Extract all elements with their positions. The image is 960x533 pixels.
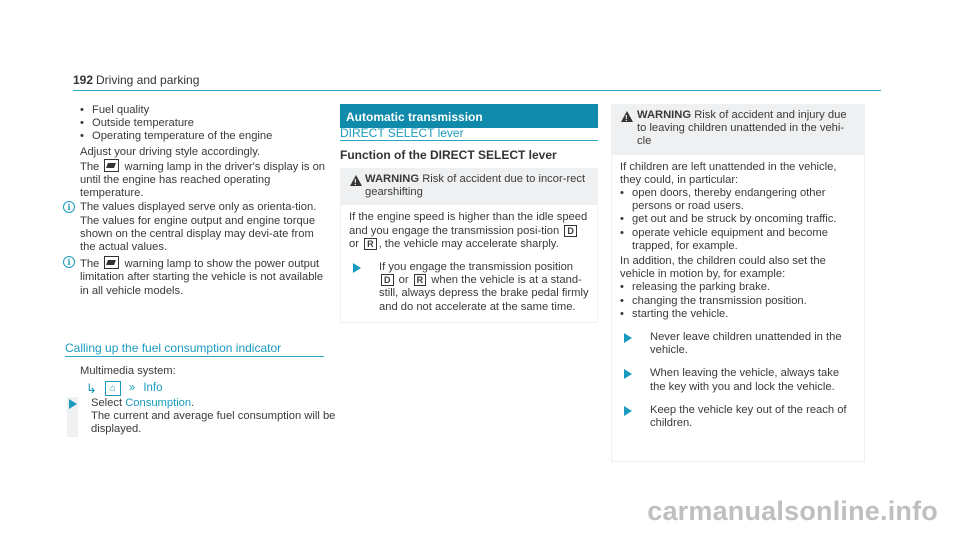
gear-r-icon: R bbox=[414, 274, 427, 286]
stand-still-step: If you engage the transmission position D or R when the vehicle is at a stand-still, always depress the brake pedal firmly and do not accelerate at the same time. bbox=[349, 261, 589, 314]
warning-triangle-icon bbox=[621, 111, 633, 122]
list-item: • get out and be struck by oncoming traffic. bbox=[620, 213, 856, 226]
subsection-rule bbox=[340, 140, 598, 141]
section-bar-title: Automatic transmission bbox=[340, 104, 598, 128]
section-title: Calling up the fuel consumption indicator bbox=[65, 341, 282, 355]
info-menu-link[interactable]: Info bbox=[143, 382, 163, 395]
gear-d-icon: D bbox=[564, 225, 577, 237]
action-arrow-icon bbox=[624, 406, 632, 416]
list-item: • operate vehicle equipment and become trapped, for example. bbox=[620, 227, 856, 253]
warning-triangle-icon bbox=[350, 175, 362, 186]
list-item: • Operating temperature of the engine bbox=[80, 130, 325, 143]
list-item: • starting the vehicle. bbox=[620, 308, 856, 321]
multimedia-path: Multimedia system: ↳ ⌂ » Info bbox=[80, 365, 176, 397]
select-consumption-step: Select Consumption. The current and average fuel consumption will be displayed. bbox=[67, 397, 349, 437]
info-note-1: i The values displayed serve only as orienta-tion. The values for engine output and engine torque shown on the central display may devi-ate from the actual values. bbox=[63, 201, 325, 254]
list-item: • Outside temperature bbox=[80, 117, 325, 130]
conditions-list bbox=[80, 104, 325, 144]
info-icon: i bbox=[63, 256, 75, 268]
header-rule bbox=[73, 90, 881, 91]
risks-list bbox=[620, 187, 856, 253]
page-title: Driving and parking bbox=[96, 73, 200, 87]
info-note-2: i The warning lamp to show the power output limitation after starting the vehicle is not available in all vehicle models. bbox=[63, 256, 325, 298]
list-item: • changing the transmission position. bbox=[620, 295, 856, 308]
action-step: When leaving the vehicle, always take the key with you and lock the vehicle. bbox=[620, 367, 856, 393]
gear-d-icon: D bbox=[381, 274, 394, 286]
watermark: carmanualsonline.info bbox=[647, 496, 938, 526]
action-arrow-icon bbox=[624, 333, 632, 343]
list-item: • releasing the parking brake. bbox=[620, 281, 856, 294]
consumption-link[interactable]: Consumption bbox=[125, 397, 192, 409]
action-arrow-icon bbox=[353, 263, 361, 273]
list-item: • open doors, thereby endangering other persons or road users. bbox=[620, 187, 856, 213]
home-icon[interactable]: ⌂ bbox=[105, 381, 121, 396]
motion-list bbox=[620, 281, 856, 321]
path-arrow-icon: ↳ bbox=[86, 381, 97, 397]
action-step: Never leave children unattended in the vehicle. bbox=[620, 331, 856, 357]
list-item: • Fuel quality bbox=[80, 104, 325, 117]
subsection-title: DIRECT SELECT lever bbox=[340, 126, 464, 140]
page-number: 192 bbox=[73, 73, 94, 87]
column-1 bbox=[67, 104, 326, 298]
chevron-right-icon: » bbox=[128, 382, 136, 395]
adjust-paragraph: Adjust your driving style accordingly. The warning lamp in the driver's display is on until the engine has reached operating temperature. bbox=[80, 145, 326, 200]
power-limit-warning-icon bbox=[104, 256, 119, 269]
warning-box-gearshift: ! WARNING Risk of accident due to incor-rect gearshifting If the engine speed is higher than the idle speed and you engage the transmission posi-tion D or R , the vehicle may accelerate sharply. If you engage the transmission position D or R when the vehicle is at a stand-still, always depress the brake pedal firmly and do not accelerate at the same time. bbox=[340, 168, 598, 323]
action-step: Keep the vehicle key out of the reach of children. bbox=[620, 404, 856, 430]
gear-r-icon: R bbox=[364, 238, 377, 250]
section-rule bbox=[65, 356, 324, 357]
action-arrow-icon bbox=[69, 399, 77, 409]
warning-box-children: ! WARNING Risk of accident and injury due to leaving children unattended in the vehi-cle If children are left unattended in the vehicle, they could, in particular: • open doors, thereby endangering other persons or road users. • get out and be struck by oncoming traffic. • operate vehicle equipment and become trapped, for example. In addition, the children could also set the vehicle in motion by, for example: • releasing the parking brake. • changing the transmission position. • starting the vehicle. Never leave children unattended in the vehicle. When leaving the vehicle, always take the key with you and lock the vehicle. Keep the vehicle key out of the reach of children. bbox=[611, 104, 865, 456]
info-icon: i bbox=[63, 201, 75, 213]
action-arrow-icon bbox=[624, 369, 632, 379]
function-heading: Function of the DIRECT SELECT lever bbox=[340, 148, 557, 162]
power-limit-warning-icon bbox=[104, 159, 119, 172]
